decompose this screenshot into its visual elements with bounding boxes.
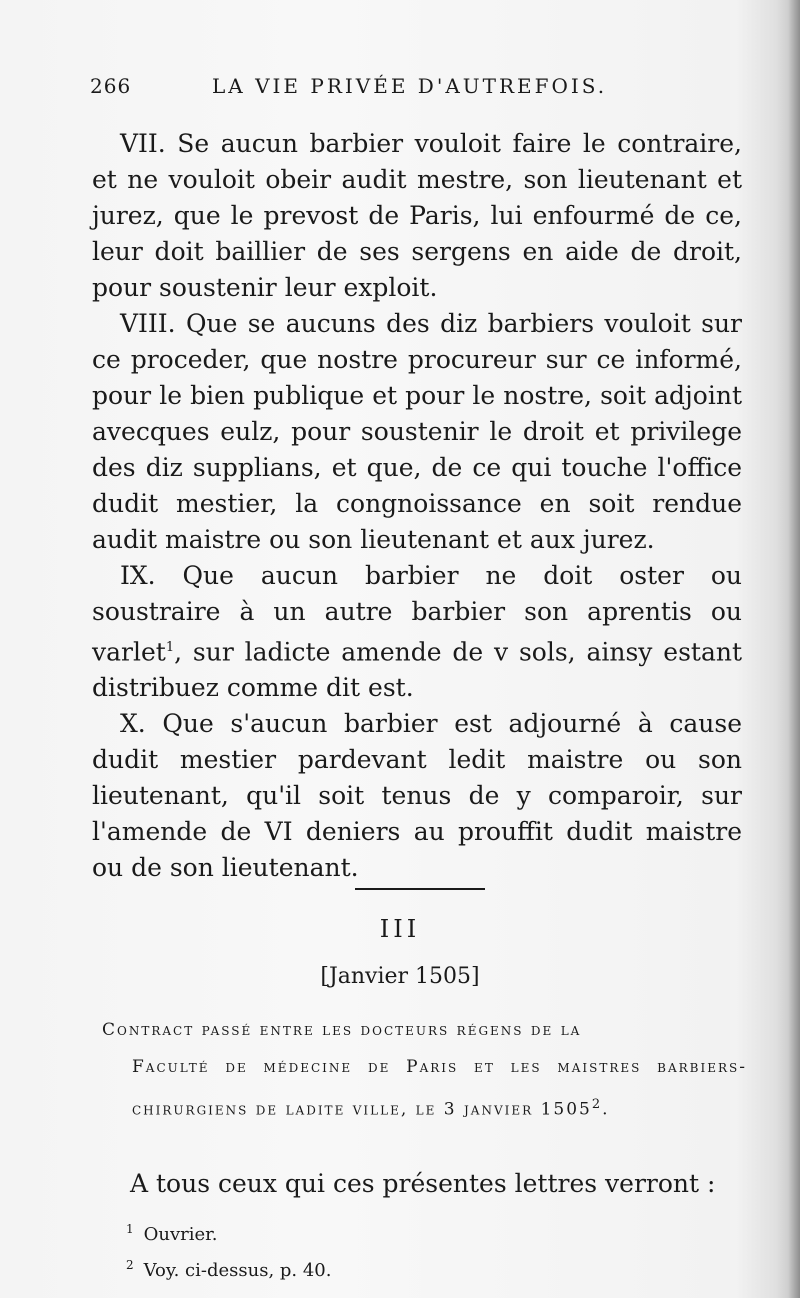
section-number: III [379, 915, 421, 943]
running-title: LA VIE PRIVÉE D'AUTREFOIS. [212, 74, 608, 98]
footnote-1 [126, 1214, 746, 1250]
footnote-ref-2: 2 [591, 1097, 603, 1112]
footnote-text: Ouvrier. [143, 1224, 218, 1245]
footnote-2 [126, 1250, 746, 1286]
section-heading [102, 1012, 747, 1129]
paragraph-x: X. Que s'aucun barbier est adjourné à cause dudit mestier pardevant ledit maistre ou son lieutenant, qu'il soit tenus de y comparoir, sur l'amende de VI deniers au prouffit dudit maistre ou de son lieutenant. [92, 709, 742, 883]
paragraph-ix-text: IX. Que aucun barbier ne doit oster ou soustraire à un autre barbier son aprentis ou varlet [92, 561, 742, 667]
paragraph-vii: VII. Se aucun barbier vouloit faire le contraire, et ne vouloit obeir audit mestre, son lieutenant et jurez, que le prevost de Paris, lui enfourmé de ce, leur doit baillier de ses sergens en aide de droit, pour soustenir leur exploit. [92, 129, 742, 302]
section-heading-end: . [602, 1099, 610, 1120]
paragraph-ix [92, 558, 742, 706]
footnote-ref-1: 1 [165, 640, 175, 655]
running-header [90, 74, 750, 106]
footnote-mark: 2 [126, 1258, 134, 1272]
section-date: [Janvier 1505] [320, 964, 480, 989]
page-number: 266 [90, 74, 132, 98]
paragraph-ix-text-end: , sur ladicte amende de v sols, ainsy estant distribuez comme dit est. [92, 637, 742, 703]
paragraph-viii: VIII. Que se aucuns des diz barbiers vouloit sur ce proceder, que nostre procureur sur ce informé, pour le bien publique et pour le nostre, soit adjoint avecques eulz, pour soustenir le droit et privilege des diz supplians, et que, de ce qui touche l'office dudit mestier, la congnoissance en soit rendue audit maistre ou son lieutenant et aux jurez. [92, 309, 742, 554]
footnotes [126, 1214, 746, 1286]
closing-text [92, 1166, 742, 1202]
footnote-mark: 1 [126, 1222, 134, 1236]
section-heading-text: Faculté de médecine de Paris et les maistres barbiers-chirurgiens de ladite ville, le 3 janvier 1505 [132, 1057, 747, 1120]
section-heading-line1: Contract passé entre les docteurs régens de la [102, 1020, 582, 1040]
footnote-text: Voy. ci-dessus, p. 40. [143, 1260, 332, 1281]
section-heading-rest [102, 1049, 747, 1129]
page-edge-shadow [788, 0, 800, 1298]
main-text [92, 126, 742, 886]
section-divider [355, 888, 485, 890]
closing-line: A tous ceux qui ces présentes lettres verront : [130, 1169, 716, 1198]
